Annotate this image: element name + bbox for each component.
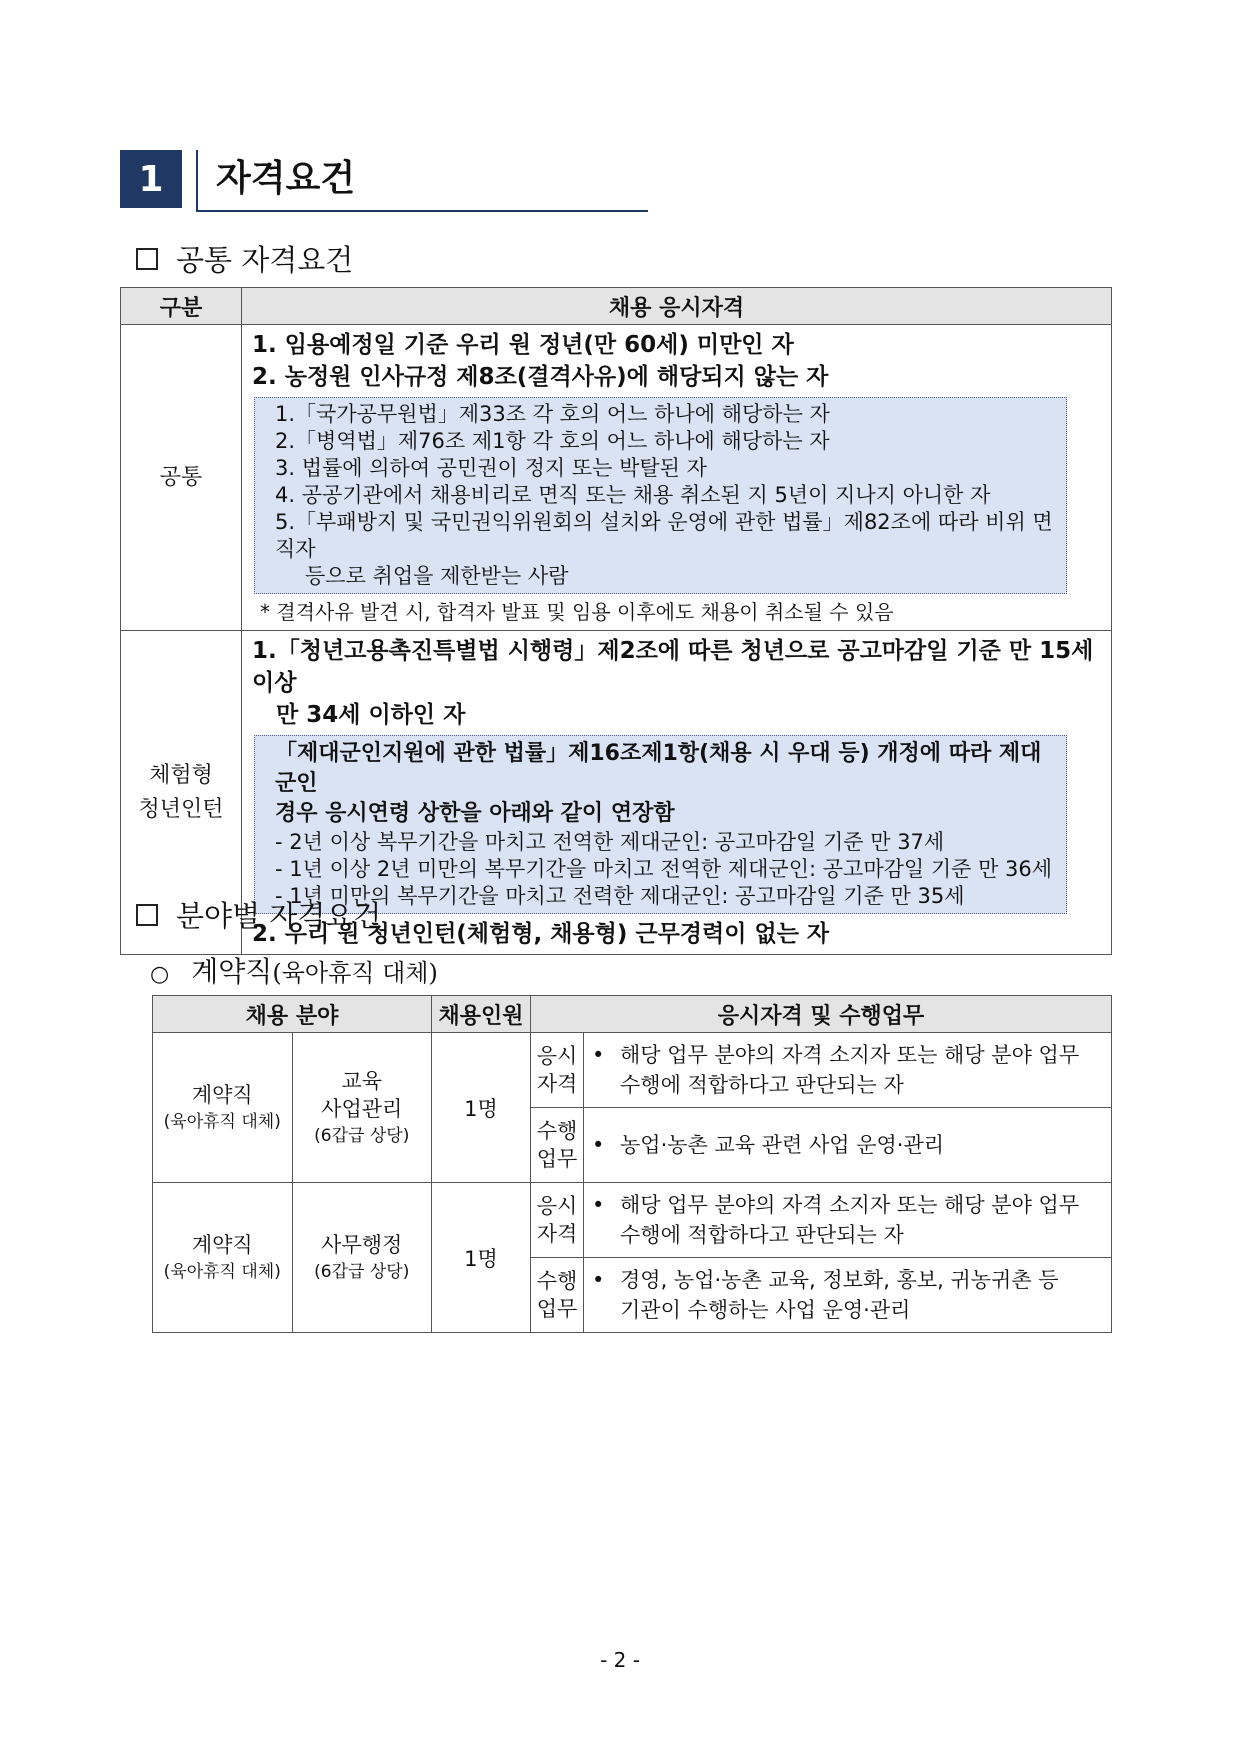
qual-line: 해당 업무 분야의 자격 소지자 또는 해당 분야 업무 (620, 1193, 1080, 1217)
box-line: 4. 공공기관에서 채용비리로 면직 또는 채용 취소된 지 5년이 지나지 아니한 자 (275, 483, 991, 507)
qual-line: 해당 업무 분야의 자격 소지자 또는 해당 분야 업무 (620, 1043, 1080, 1067)
common-heading (136, 238, 353, 279)
type-cell (153, 1183, 293, 1333)
qual-desc-cell (584, 1183, 1112, 1258)
col-qualification: 응시자격 및 수행업무 (531, 996, 1112, 1033)
qual-label: 응시 (536, 1044, 578, 1068)
bullet-icon: • (592, 1133, 605, 1157)
qual-label: 응시 (536, 1194, 578, 1218)
qual-label-cell (531, 1183, 584, 1258)
qual-desc-cell (584, 1033, 1112, 1108)
area-cell (292, 1183, 432, 1333)
section-title: 자격요건 (216, 158, 356, 199)
duty-line: 농업·농촌 교육 관련 사업 운영·관리 (620, 1133, 945, 1157)
area-label: 사무행정 (321, 1232, 403, 1257)
common-heading-text: 공통 자격요건 (176, 243, 354, 277)
common-qualification-table (120, 287, 1112, 955)
section-divider (196, 150, 198, 210)
box-line: 등으로 취업을 제한받는 사람 (305, 564, 569, 588)
table-row (153, 1183, 1112, 1258)
area-sub: (6갑급 상당) (314, 1261, 410, 1282)
bullet-icon: • (592, 1268, 605, 1292)
qual-label: 자격 (536, 1222, 578, 1246)
section-underline (196, 210, 648, 212)
qual-line: 수행에 적합하다고 판단되는 자 (620, 1073, 904, 1097)
area-label: 교육 (341, 1068, 383, 1093)
section-header (120, 150, 648, 212)
count-cell: 1명 (432, 1033, 531, 1183)
col-qualification: 채용 응시자격 (242, 288, 1112, 325)
col-category: 구분 (121, 288, 242, 325)
box-line: - 2년 이상 복무기간을 마치고 전역한 제대군인: 공고마감일 기준 만 37세 (275, 830, 945, 854)
page-number: - 2 - (600, 1648, 640, 1672)
table-row (121, 325, 1112, 631)
box-line: 5.「부패방지 및 국민권익위원회의 설치와 운영에 관한 법률」제82조에 따라 비위 면직자 (275, 510, 1053, 561)
duty-line: 경영, 농업·농촌 교육, 정보화, 홍보, 귀농귀촌 등 (620, 1268, 1059, 1292)
type-label: 계약직 (191, 1082, 253, 1107)
count-cell: 1명 (432, 1183, 531, 1333)
qual-label: 자격 (536, 1072, 578, 1096)
section-number: 1 (120, 150, 182, 208)
box-line: 1.「국가공무원법」제33조 각 호의 어느 하나에 해당하는 자 (275, 402, 830, 426)
type-sub: (육아휴직 대체) (163, 1261, 281, 1282)
duty-line: 기관이 수행하는 사업 운영·관리 (620, 1298, 911, 1322)
disqualification-box (254, 397, 1067, 594)
duty-label: 업무 (536, 1297, 578, 1321)
contract-heading-text: 계약직 (191, 955, 273, 988)
duty-label: 수행 (536, 1119, 578, 1143)
note: * 결격사유 발견 시, 합격자 발표 및 임용 이후에도 채용이 취소될 수 있음 (260, 600, 894, 624)
duty-label-cell (531, 1108, 584, 1183)
col-count: 채용인원 (432, 996, 531, 1033)
contract-heading-sub: (육아휴직 대체) (272, 959, 438, 987)
qualification-cell (242, 325, 1112, 631)
box-bold-line: 경우 응시연령 상한을 아래와 같이 연장함 (275, 801, 675, 826)
field-heading (136, 894, 381, 935)
type-cell (153, 1033, 293, 1183)
qual-item: 만 34세 이하인 자 (276, 702, 466, 728)
type-label: 계약직 (191, 1232, 253, 1257)
area-cell (292, 1033, 432, 1183)
circle-icon: ○ (150, 962, 170, 987)
qual-label-cell (531, 1033, 584, 1108)
bullet-icon: • (592, 1043, 605, 1067)
duty-label: 수행 (536, 1269, 578, 1293)
category-line: 체험형 (149, 762, 213, 788)
area-sub: (6갑급 상당) (314, 1125, 410, 1146)
duty-label-cell (531, 1258, 584, 1333)
box-line: - 1년 이상 2년 미만의 복무기간을 마치고 전역한 제대군인: 공고마감일 기준 만 36세 (275, 857, 1053, 881)
box-line: - 1년 미만의 복무기간을 마치고 전력한 제대군인: 공고마감일 기준 만 35세 (275, 884, 965, 908)
duty-desc-cell (584, 1258, 1112, 1333)
veteran-box (254, 735, 1067, 914)
field-heading-text: 분야별 자격요건 (176, 899, 382, 933)
col-field: 채용 분야 (153, 996, 432, 1033)
qual-item: 2. 우리 원 청년인턴(체험형, 채용형) 근무경력이 없는 자 (252, 921, 830, 947)
qual-item: 1. 임용예정일 기준 우리 원 정년(만 60세) 미만인 자 (252, 332, 794, 358)
area-label: 사업관리 (321, 1096, 403, 1121)
category-cell: 공통 (121, 325, 242, 631)
contract-heading (150, 950, 438, 990)
duty-desc-cell (584, 1108, 1112, 1183)
box-bold-line: 「제대군인지원에 관한 법률」제16조제1항(채용 시 우대 등) 개정에 따라 제대군인 (275, 741, 1042, 796)
duty-label: 업무 (536, 1147, 578, 1171)
field-qualification-table (152, 995, 1112, 1333)
box-line: 3. 법률에 의하여 공민권이 정지 또는 박탈된 자 (275, 456, 707, 480)
qual-item: 1.「청년고용촉진특별법 시행령」제2조에 따른 청년으로 공고마감일 기준 만 15세 이상 (252, 638, 1094, 696)
bullet-icon: • (592, 1193, 605, 1217)
category-line: 청년인턴 (138, 796, 224, 822)
qual-line: 수행에 적합하다고 판단되는 자 (620, 1223, 904, 1247)
checkbox-icon (136, 248, 158, 270)
table-row (153, 1033, 1112, 1108)
box-line: 2.「병역법」제76조 제1항 각 호의 어느 하나에 해당하는 자 (275, 429, 830, 453)
type-sub: (육아휴직 대체) (163, 1111, 281, 1132)
qual-item: 2. 농정원 인사규정 제8조(결격사유)에 해당되지 않는 자 (252, 364, 829, 390)
checkbox-icon (136, 904, 158, 926)
